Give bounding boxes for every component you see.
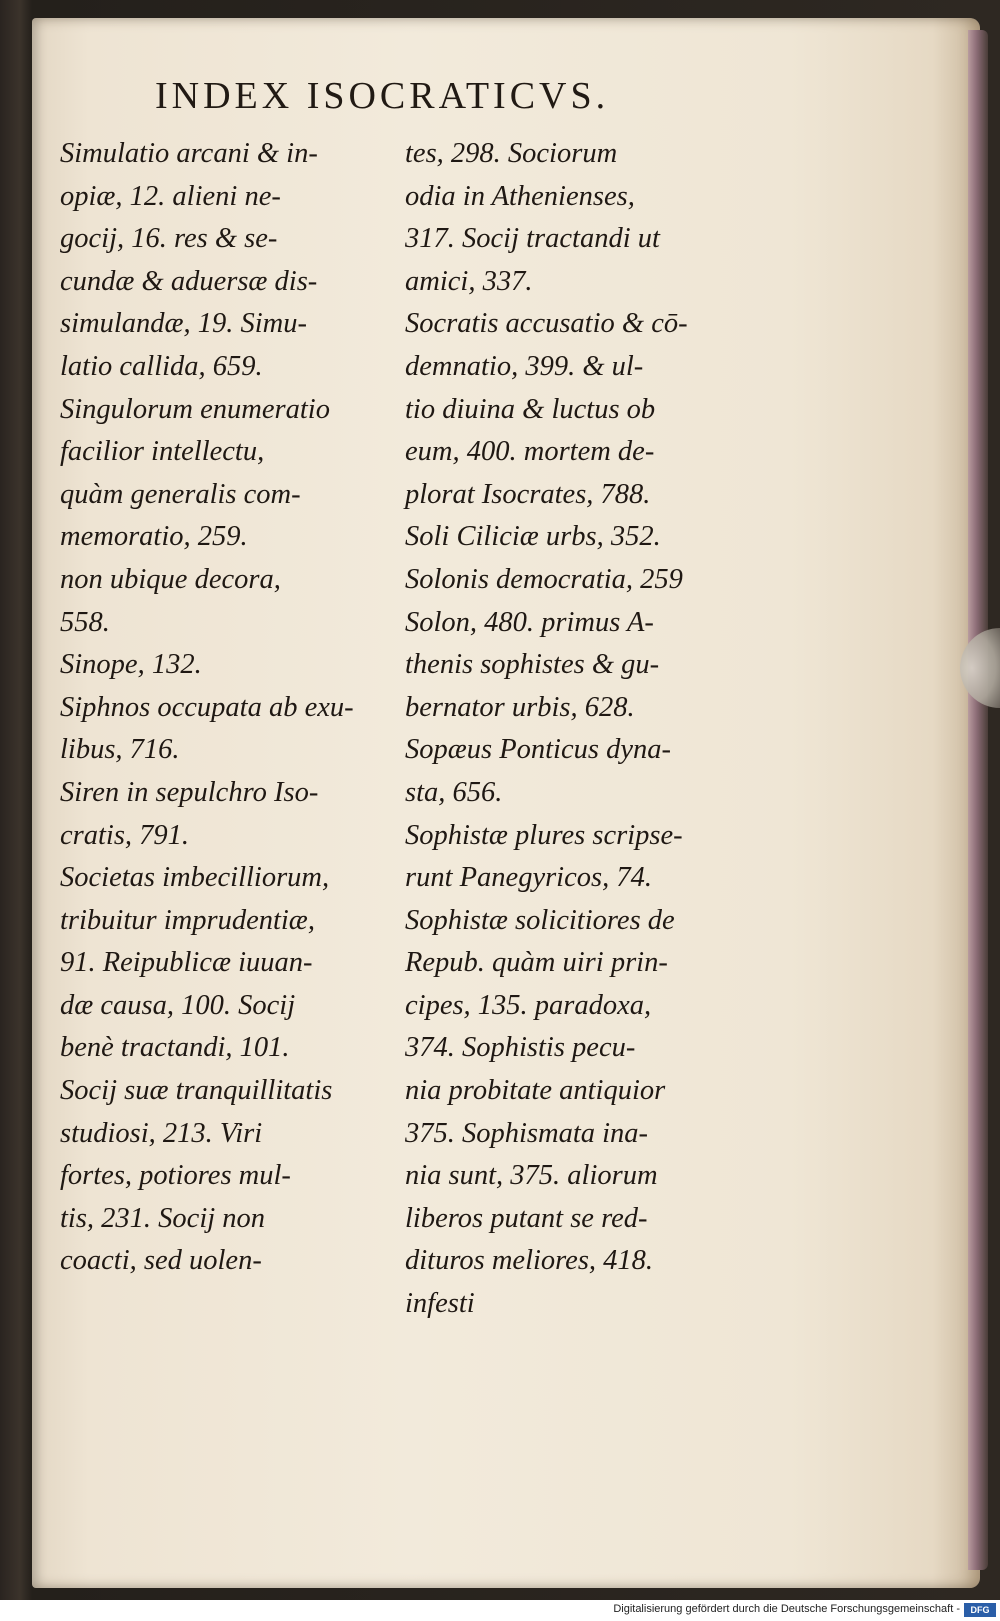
index-line: tes, 298. Sociorum (405, 138, 618, 169)
index-line: Singulorum enumeratio (60, 393, 330, 425)
index-line: eum, 400. mortem de- (405, 436, 655, 468)
index-line: amici, 337. (405, 265, 533, 297)
index-line: simulandæ, 19. Simu- (60, 308, 308, 340)
index-line: Sopæus Ponticus dyna- (405, 734, 671, 766)
index-line: dæ causa, 100. Socij (60, 989, 296, 1021)
index-line: 317. Socij tractandi ut (405, 223, 660, 255)
index-line: 558. (60, 606, 110, 638)
index-line: Siren in sepulchro Iso- (60, 776, 319, 808)
index-line: non ubique decora, (60, 563, 281, 595)
index-line: Solon, 480. primus A- (405, 606, 654, 638)
index-column-right (405, 133, 750, 1326)
index-line: Sinope, 132. (60, 649, 202, 681)
footer-credit: Digitalisierung gefördert durch die Deutsche Forschungsgemeinschaft - (613, 1603, 960, 1615)
index-line: benè tractandi, 101. (60, 1032, 290, 1064)
index-line: quàm generalis com- (60, 478, 301, 510)
index-line: tribuitur imprudentiæ, (60, 904, 315, 936)
index-line: nia probitate antiquior (405, 1075, 666, 1107)
index-line: demnatio, 399. & ul- (405, 350, 644, 382)
index-line: memoratio, 259. (60, 521, 248, 553)
index-line: 374. Sophistis pecu- (405, 1032, 636, 1064)
index-line: facilior intellectu, (60, 436, 265, 468)
index-line: cratis, 791. (60, 819, 190, 851)
index-line: opiæ, 12. alieni ne- (60, 180, 281, 212)
index-line: tis, 231. Socij non (60, 1202, 266, 1234)
index-line: Sophistæ plures scripse- (405, 819, 683, 851)
index-line: latio callida, 659. (60, 350, 263, 382)
index-line: coacti, sed uolen- (60, 1245, 262, 1277)
index-line: nia sunt, 375. aliorum (405, 1160, 658, 1192)
index-line: sta, 656. (405, 776, 503, 808)
index-line: dituros meliores, 418. (405, 1245, 654, 1277)
index-line: runt Panegyricos, 74. (405, 862, 652, 894)
page-header: INDEX ISOCRATICVS. (155, 75, 610, 117)
index-line: thenis sophistes & gu- (405, 649, 660, 681)
index-line: Siphnos occupata ab exu- (60, 691, 354, 723)
digitization-footer (0, 1600, 1000, 1621)
index-line: cundæ & aduersæ dis- (60, 265, 318, 297)
index-line: Repub. quàm uiri prin- (405, 947, 668, 979)
index-line: 91. Reipublicæ iuuan- (60, 947, 313, 979)
page-edge (968, 30, 988, 1570)
index-column-left (60, 133, 390, 1283)
index-line: tio diuina & luctus ob (405, 393, 656, 425)
index-line: Solonis democratia, 259 (405, 563, 683, 595)
index-line: liberos putant se red- (405, 1202, 648, 1234)
index-line: Societas imbecilliorum, (60, 862, 330, 894)
index-line: plorat Isocrates, 788. (405, 478, 651, 510)
index-line: studiosi, 213. Viri (60, 1117, 263, 1149)
index-line: gocij, 16. res & se- (60, 223, 278, 255)
index-line: Sophistæ solicitiores de (405, 904, 675, 936)
index-line: Socratis accusatio & cō- (405, 308, 688, 340)
index-line: Socij suæ tranquillitatis (60, 1075, 333, 1107)
index-line: bernator urbis, 628. (405, 691, 635, 723)
index-line: Soli Ciliciæ urbs, 352. (405, 521, 661, 553)
index-line: odia in Athenienses, (405, 180, 635, 212)
index-line: fortes, potiores mul- (60, 1160, 291, 1192)
dfg-logo: DFG (964, 1603, 996, 1617)
index-line: Simulatio arcani & in- (60, 138, 318, 169)
index-line: infesti (405, 1288, 475, 1320)
index-line: cipes, 135. paradoxa, (405, 989, 652, 1021)
index-line: libus, 716. (60, 734, 180, 766)
index-line: 375. Sophismata ina- (405, 1117, 649, 1149)
